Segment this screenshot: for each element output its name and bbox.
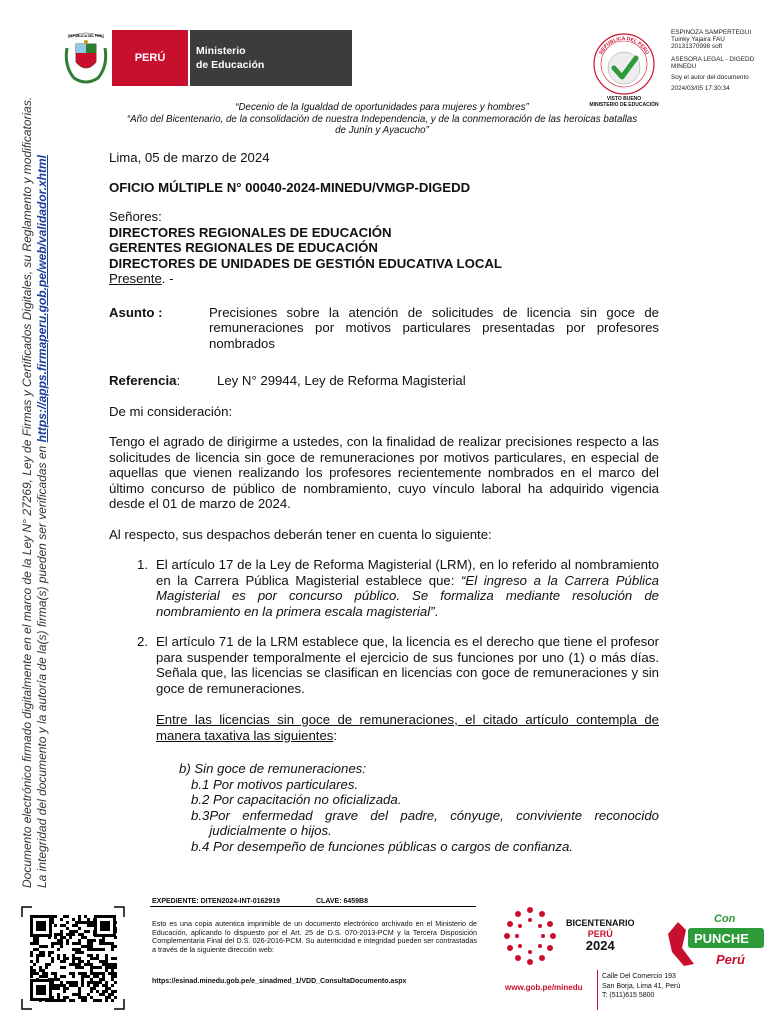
expediente-line [152, 898, 404, 905]
seal-top-text: REPÚBLICA DEL PERÚ [598, 35, 650, 56]
leave-b3: Por enfermedad grave del padre, cónyuge, conviviente reconocido judicialmente o hijos. [209, 807, 659, 838]
punche-peru: Perú [716, 952, 745, 967]
presente-line [109, 271, 659, 287]
con-punche-peru-logo [664, 904, 768, 972]
punche-word: PUNCHE [694, 931, 749, 946]
ministry-line2: de Educación [196, 59, 265, 71]
ministry-line1: Ministerio [196, 45, 246, 57]
decenio-line2: “Año del Bicentenario, de la consolidación de nuestra Independencia, y de la conmemoración de las heroicas batallas [126, 113, 638, 125]
bicentenario-text [566, 918, 635, 951]
decenio-heading [112, 102, 652, 137]
punche-con: Con [714, 913, 736, 925]
signer-name: ESPINOZA SAMPERTEGUI [671, 29, 752, 36]
digital-signature-notice [20, 88, 50, 888]
ministry-name [190, 30, 352, 86]
address-line1: Calle Del Comercio 193 [602, 973, 676, 980]
signer-name-2: Tuinky Yajaira FAU [671, 36, 725, 44]
letter-date: Lima, 05 de marzo de 2024 [109, 150, 270, 165]
asunto-text: Precisiones sobre la atención de solicitudes de licencia sin goce de remuneraciones por motivos particulares presentadas por profesores nombrados [209, 304, 659, 351]
leave-b3-label: b.3 [191, 807, 210, 823]
seal-caption-1: VISTO BUENO [606, 96, 642, 102]
item1-end: . [434, 603, 439, 619]
sub-title: b) Sin goce de remuneraciones: [179, 761, 366, 776]
signer-role: ASESORA LEGAL - DIGEDD [671, 55, 755, 63]
side-text-line1: Documento electrónico firmado digitalmente en el marco de la Ley N° 27269, Ley de Firmas y Certificados Digitales, su Reglamento y modificatorias. [20, 96, 34, 888]
legal-notice: Esto es una copia autentica imprimible de un documento electrónico archivado en el Ministerio de Educación, aplicando lo dispuesto por el Art. 25 de D.S. 070-2013-PCM y la Tercera Disposición Complementaria Final del D.S. 026-2016-PCM. Su autenticidad e integridad pueden ser contrastadas a través de la siguiente dirección web: [152, 919, 477, 954]
leave-b3-row [191, 808, 659, 839]
addressee-3: DIRECTORES DE UNIDADES DE GESTIÓN EDUCATIVA LOCAL [109, 255, 502, 271]
decenio-line1: “Decenio de la Igualdad de oportunidades para mujeres y hombres” [235, 102, 529, 113]
bicentenario-logo [500, 904, 560, 974]
greeting: De mi consideración: [109, 403, 233, 419]
oficio-number: OFICIO MÚLTIPLE N° 00040-2024-MINEDU/VMGP-DIGEDD [109, 179, 471, 195]
footer-vertical-divider [597, 970, 598, 1010]
address-line2: San Borja, Lima 41, Perú [602, 982, 681, 990]
item2-colon: : [333, 727, 338, 743]
referencia-text: Ley N° 29944, Ley de Reforma Magisterial [217, 373, 466, 388]
asunto-row [109, 305, 659, 352]
leave-types-list [179, 761, 659, 854]
presente: Presente [109, 271, 162, 286]
leave-b1: b.1 Por motivos particulares. [191, 776, 359, 792]
side-text-line2: La integridad del documento y la autoría de la(s) firma(s) pueden ser verificadas en [35, 442, 49, 888]
decenio-line3: de Junín y Ayacucho” [335, 125, 429, 136]
seal-caption-2: MINISTERIO DE EDUCACIÓN [589, 102, 659, 108]
bicentenario-year: 2024 [585, 938, 615, 953]
paragraph-1: Tengo el agrado de dirigirme a ustedes, con la finalidad de realizar precisiones respecto a las solicitudes de licencia sin goce de remuneraciones por motivos particulares, en especial de aquellas que vienen realizando los profesores recientemente nombrados en el marco del último concurso de público de nombramiento, cuyo vínculo laboral ha adquirido vigencia desde el 01 de marzo de 2024. [109, 434, 659, 511]
footer-divider [150, 906, 476, 907]
signer-author: Soy el autor del documento [671, 74, 749, 82]
paragraph-2: Al respecto, sus despachos deberán tener en cuenta lo siguiente: [109, 526, 492, 542]
ministry-address [602, 972, 680, 1001]
address-phone: T: (511)615 5800 [602, 992, 655, 999]
digital-signature-block [671, 29, 766, 92]
asunto-label: Asunto : [109, 304, 163, 320]
visto-bueno-seal [592, 28, 656, 104]
salutation: Señores: [109, 209, 162, 224]
item2-underlined: Entre las licencias sin goce de remuneraciones, el citado artículo contempla de manera taxativa las siguientes [156, 712, 659, 743]
bicentenario-line1: BICENTENARIO [566, 918, 635, 928]
peru-coat-of-arms-logo [64, 30, 108, 86]
item-number: 2. [137, 634, 148, 649]
points-list [109, 557, 659, 743]
bicentenario-line2: PERÚ [587, 929, 613, 939]
list-item [109, 557, 659, 619]
presente-suffix: . - [161, 271, 174, 286]
expediente: EXPEDIENTE: DITEN2024-INT-0162919 [152, 898, 280, 905]
item1-text: El artículo 17 de la Ley de Reforma Magisterial (LRM), en lo referido al nombramiento en la Carrera Pública Magisterial establece que: [156, 557, 659, 588]
item2-text: El artículo 71 de la LRM establece que, la licencia es el derecho que tiene el profesor para suspender temporalmente el ejercicio de sus funciones por uno (1) o más días. Señala que, las licencias se clasifican en licencias con goce de remuneraciones y sin goce de remuneraciones. [156, 634, 659, 696]
referencia-colon: : [176, 373, 181, 388]
leave-b2: b.2 Por capacitación no oficializada. [191, 792, 402, 807]
item-number: 1. [137, 557, 148, 572]
referencia-label: Referencia [109, 373, 177, 388]
peru-label: PERÚ [112, 30, 188, 86]
validator-link[interactable]: https://apps.firmaperu.gob.pe/web/validador.xhtml [35, 155, 49, 443]
qr-code [20, 905, 126, 1011]
crest-text: REPÚBLICA DEL PERÚ [68, 34, 104, 38]
leave-b4: b.4 Por desempeño de funciones públicas o cargos de confianza. [191, 838, 573, 854]
letter-body [109, 150, 659, 854]
clave: CLAVE: 6459B8 [316, 898, 369, 905]
signature-datetime: 2024/03/05 17:30:34 [671, 85, 730, 93]
gob-website[interactable]: www.gob.pe/minedu [505, 983, 583, 992]
item1-quote: “El ingreso a la Carrera Pública Magisterial es por concurso público. Se formaliza mediante resolución de nombramiento en la primera escala magisterial” [156, 572, 659, 619]
addressee-1: DIRECTORES REGIONALES DE EDUCACIÓN [109, 224, 392, 240]
addressee-2: GERENTES REGIONALES DE EDUCACIÓN [109, 240, 378, 255]
signer-ruc: 20131370998 soft [671, 43, 723, 51]
verification-url[interactable]: https://esinad.minedu.gob.pe/e_sinadmed_1/VDD_ConsultaDocumento.aspx [152, 978, 407, 985]
signer-entity: MINEDU [671, 62, 697, 70]
referencia-row [109, 373, 659, 389]
list-item [109, 634, 659, 743]
